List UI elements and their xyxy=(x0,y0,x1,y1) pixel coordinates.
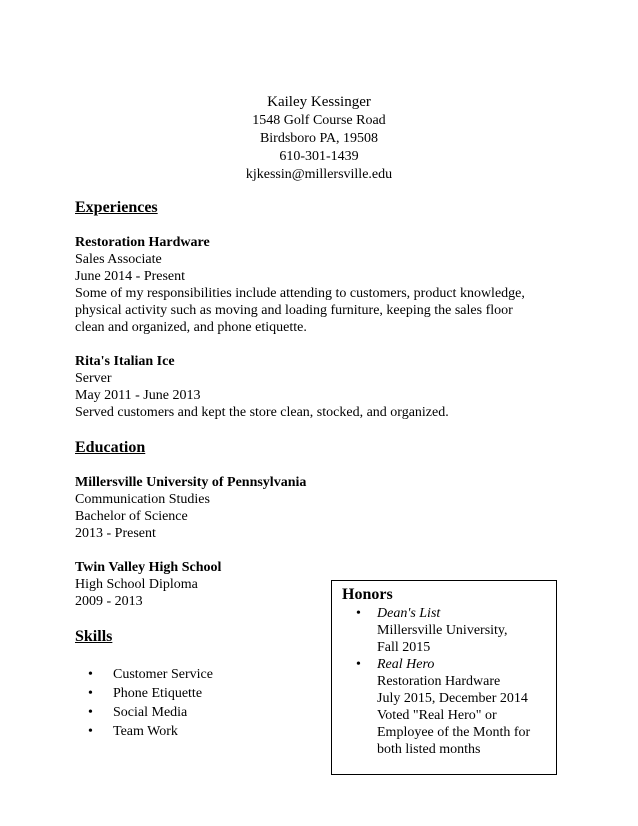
skills-heading: Skills xyxy=(75,628,113,645)
honor-detail-line: Restoration Hardware xyxy=(377,674,501,689)
job-entry xyxy=(75,234,565,336)
job-entry xyxy=(75,353,565,421)
honor-detail-line: Fall 2015 xyxy=(377,640,431,655)
honors-heading: Honors xyxy=(342,586,393,603)
bullet-icon: • xyxy=(88,686,93,701)
school-field: Communication Studies xyxy=(75,492,210,507)
skill-label: Team Work xyxy=(113,724,178,739)
honor-name: Real Hero xyxy=(377,657,435,672)
school-dates: 2013 - Present xyxy=(75,526,156,541)
honors-box xyxy=(331,580,557,775)
job-description-line: Served customers and kept the store clean, stocked, and organized. xyxy=(75,405,449,420)
job-description-line: Some of my responsibilities include attending to customers, product knowledge, xyxy=(75,286,525,301)
school-dates: 2009 - 2013 xyxy=(75,594,143,609)
school-degree: High School Diploma xyxy=(75,577,198,592)
experiences-heading: Experiences xyxy=(75,199,158,216)
skill-label: Social Media xyxy=(113,705,188,720)
skill-label: Customer Service xyxy=(113,667,213,682)
honor-item xyxy=(342,605,548,656)
email-address: kjkessin@millersville.edu xyxy=(245,167,393,182)
job-description-line: clean and organized, and phone etiquette. xyxy=(75,320,307,335)
honor-detail-line: Employee of the Month for xyxy=(377,725,531,740)
job-dates: June 2014 - Present xyxy=(75,269,186,284)
honor-detail-line: both listed months xyxy=(377,742,481,757)
bullet-icon: • xyxy=(88,705,93,720)
job-employer: Rita's Italian Ice xyxy=(75,354,175,369)
honor-detail-line: Millersville University, xyxy=(377,623,508,638)
honor-item xyxy=(342,656,548,758)
education-heading: Education xyxy=(75,439,146,456)
job-dates: May 2011 - June 2013 xyxy=(75,388,201,403)
school-degree: Bachelor of Science xyxy=(75,509,188,524)
job-description-line: physical activity such as moving and loading furniture, keeping the sales floor xyxy=(75,303,513,318)
skill-label: Phone Etiquette xyxy=(113,686,203,701)
contact-header xyxy=(0,92,638,184)
honor-detail-line: July 2015, December 2014 xyxy=(377,691,528,706)
honor-detail-line: Voted "Real Hero" or xyxy=(377,708,497,723)
bullet-icon: • xyxy=(88,667,93,682)
city-state-zip: Birdsboro PA, 19508 xyxy=(259,131,379,146)
honor-name: Dean's List xyxy=(377,606,441,621)
job-role: Sales Associate xyxy=(75,252,162,267)
bullet-icon: • xyxy=(356,657,361,672)
bullet-icon: • xyxy=(356,606,361,621)
job-role: Server xyxy=(75,371,112,386)
school-name: Millersville University of Pennsylvania xyxy=(75,475,307,490)
school-name: Twin Valley High School xyxy=(75,560,222,575)
applicant-name: Kailey Kessinger xyxy=(267,94,371,110)
bullet-icon: • xyxy=(88,724,93,739)
school-entry xyxy=(75,474,565,542)
phone-number: 610-301-1439 xyxy=(279,149,359,164)
job-employer: Restoration Hardware xyxy=(75,235,210,250)
street-address: 1548 Golf Course Road xyxy=(252,113,386,128)
